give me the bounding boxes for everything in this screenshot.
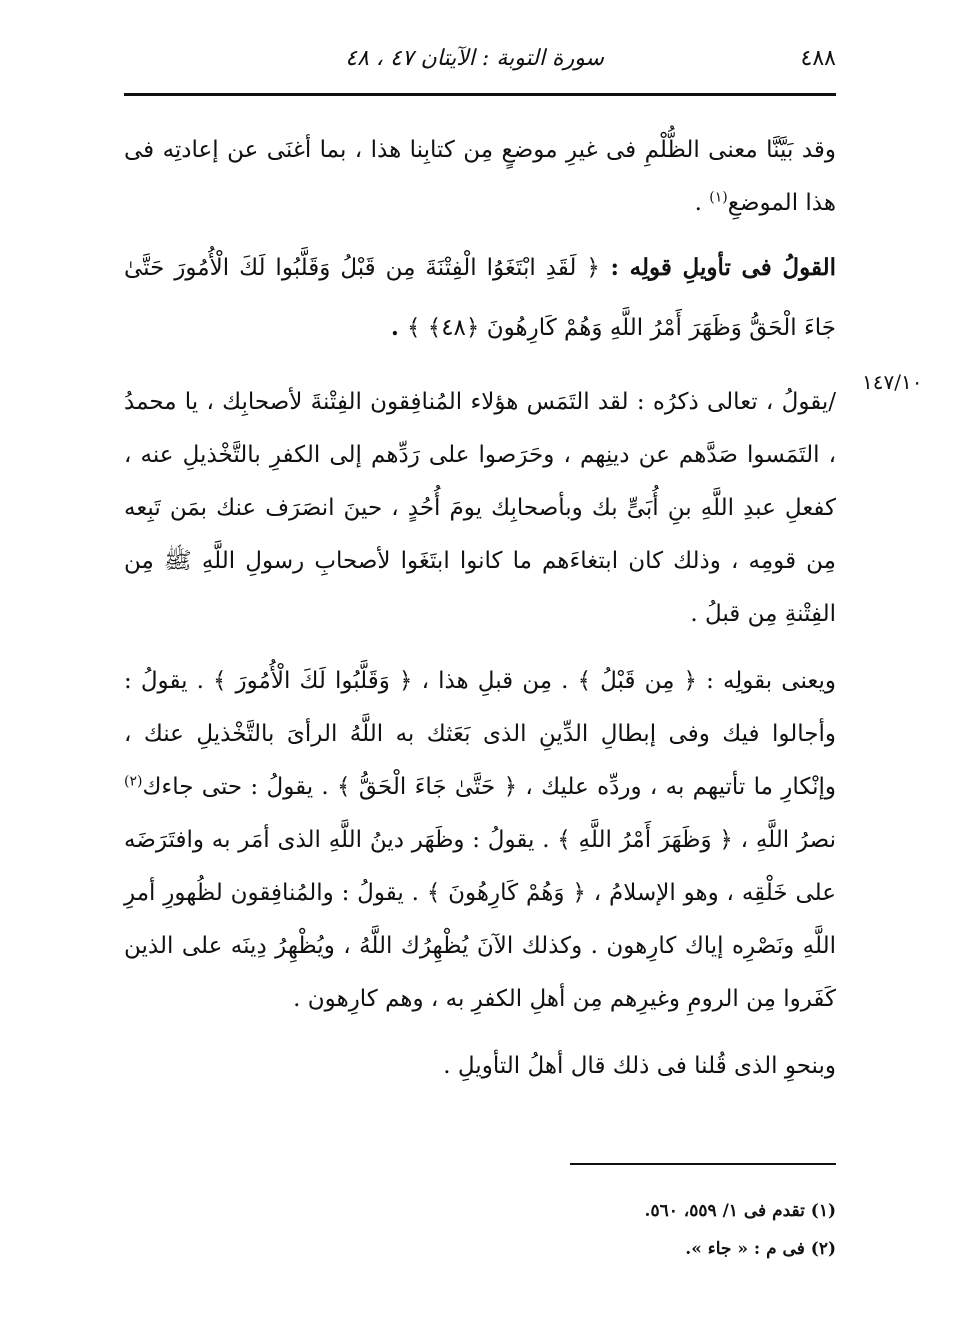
p2-quote-3: ﴿ حَتَّىٰ جَاءَ الْحَقُّ ﴾: [337, 774, 518, 800]
p2-text-b: . مِن قبلِ هذا ،: [412, 668, 578, 694]
header-rule: [124, 93, 836, 96]
heading-end: .: [390, 314, 407, 341]
intro-text: وقد بَيَّنَّا معنى الظُّلْمِ فى غيرِ موضعٍ مِن كتابِنا هذا ، بما أغنَى عن إعادتِه فى هذا الموضعِ: [124, 137, 836, 216]
heading-quran-quote: ﴿ لَقَدِ ابْتَغَوُا الْفِتْنَةَ مِن قَبْلُ وَقَلَّبُوا لَكَ الْأُمُورَ حَتَّىٰ جَاءَ الْحَقُّ وَظَهَرَ أَمْرُ اللَّهِ وَهُمْ كَارِهُونَ ﴿٤٨﴾ ﴾: [124, 255, 836, 341]
section-heading: [124, 238, 836, 358]
footnote-rule: [570, 1163, 836, 1165]
p2-text-f: . يقولُ : وظَهَر دينُ اللَّهِ الذى أمَر به وافتَرَضَه على خَلْقِه ، وهو الإسلامُ ،: [124, 827, 836, 906]
footnote-ref-1: (١): [709, 189, 728, 206]
commentary-paragraph-3: وبنحوِ الذى قُلنا فى ذلك قال أهلُ التأويلِ .: [443, 1053, 836, 1079]
p2-quote-1: ﴿ مِن قَبْلُ ﴾: [577, 668, 697, 694]
commentary-paragraph-2: [124, 655, 836, 1026]
heading-lead: القولُ فى تأويلِ قولِه :: [599, 254, 836, 281]
margin-reference: ١٤٧/١٠: [862, 370, 923, 394]
p2-quote-2: ﴿ وَقَلَّبُوا لَكَ الْأُمُورَ ﴾: [212, 668, 413, 694]
footnotes: [124, 1192, 836, 1268]
p2-text-g: . يقولُ : والمُنافِقون لظُهورِ أمرِ اللَّهِ ونَصْرِه إياك كارِهون . وكذلك الآنَ يُظْهِرُك اللَّهُ ، ويُظْهِرُ دِينَه على الذين كَفَروا مِن الرومِ وغيرِهم مِن أهلِ الكفرِ به ، وهم كارِهون .: [124, 880, 836, 1012]
p2-text-e: نصرُ اللَّهِ ،: [732, 827, 836, 853]
intro-end: .: [694, 190, 710, 216]
running-head: [124, 40, 836, 84]
p2-text-c: . يقولُ : وأجالوا فيك وفى إبطالِ الدِّينِ الذى بَعَثك به اللَّهُ الرأىَ بالتَّخْذيلِ عنك ، وإنْكارِ ما تأتيهم به ، وردِّه عليك ،: [124, 668, 836, 800]
p2-text-a: ويعنى بقولِه :: [697, 668, 837, 694]
intro-paragraph: [124, 124, 836, 230]
p2-quote-4: ﴿ وَظَهَرَ أَمْرُ اللَّهِ ﴾: [557, 827, 733, 853]
p2-text-d: . يقولُ : حتى جاءك: [142, 774, 338, 800]
footnote-ref-2: (٢): [124, 773, 143, 790]
footnote-1: (١) تقدم فى ١/ ٥٥٩، ٥٦٠.: [644, 1201, 836, 1221]
footnote-2: (٢) فى م : « جاء ».: [685, 1239, 836, 1259]
commentary-paragraph-1: /يقولُ ، تعالى ذكرُه : لقد التَمَس هؤلاء المُنافِقون الفِتْنةَ لأصحابِك ، يا محمدُ ، التَمَسوا صَدَّهم عن دينِهم ، وحَرَصوا على رَدِّهم إلى الكفرِ بالتَّخْذيلِ عنه ، كفعلِ عبدِ اللَّهِ بنِ أُبَىٍّ بك وبأصحابِك يومَ أُحُدٍ ، حينَ انصَرَف عنك بمَن تَبِعه مِن قومِه ، وذلك كان ابتغاءَهم ما كانوا ابتَغَوا لأصحابِ رسولِ اللَّهِ ﷺ مِن الفِتْنةِ مِن قبلُ .: [124, 389, 836, 627]
p2-quote-5: ﴿ وَهُمْ كَارِهُونَ ﴾: [426, 880, 586, 906]
running-title: سورة التوبة : الآيتان ٤٧ ، ٤٨: [345, 46, 604, 71]
page-number: ٤٨٨: [800, 46, 836, 71]
main-text: [124, 124, 836, 1093]
